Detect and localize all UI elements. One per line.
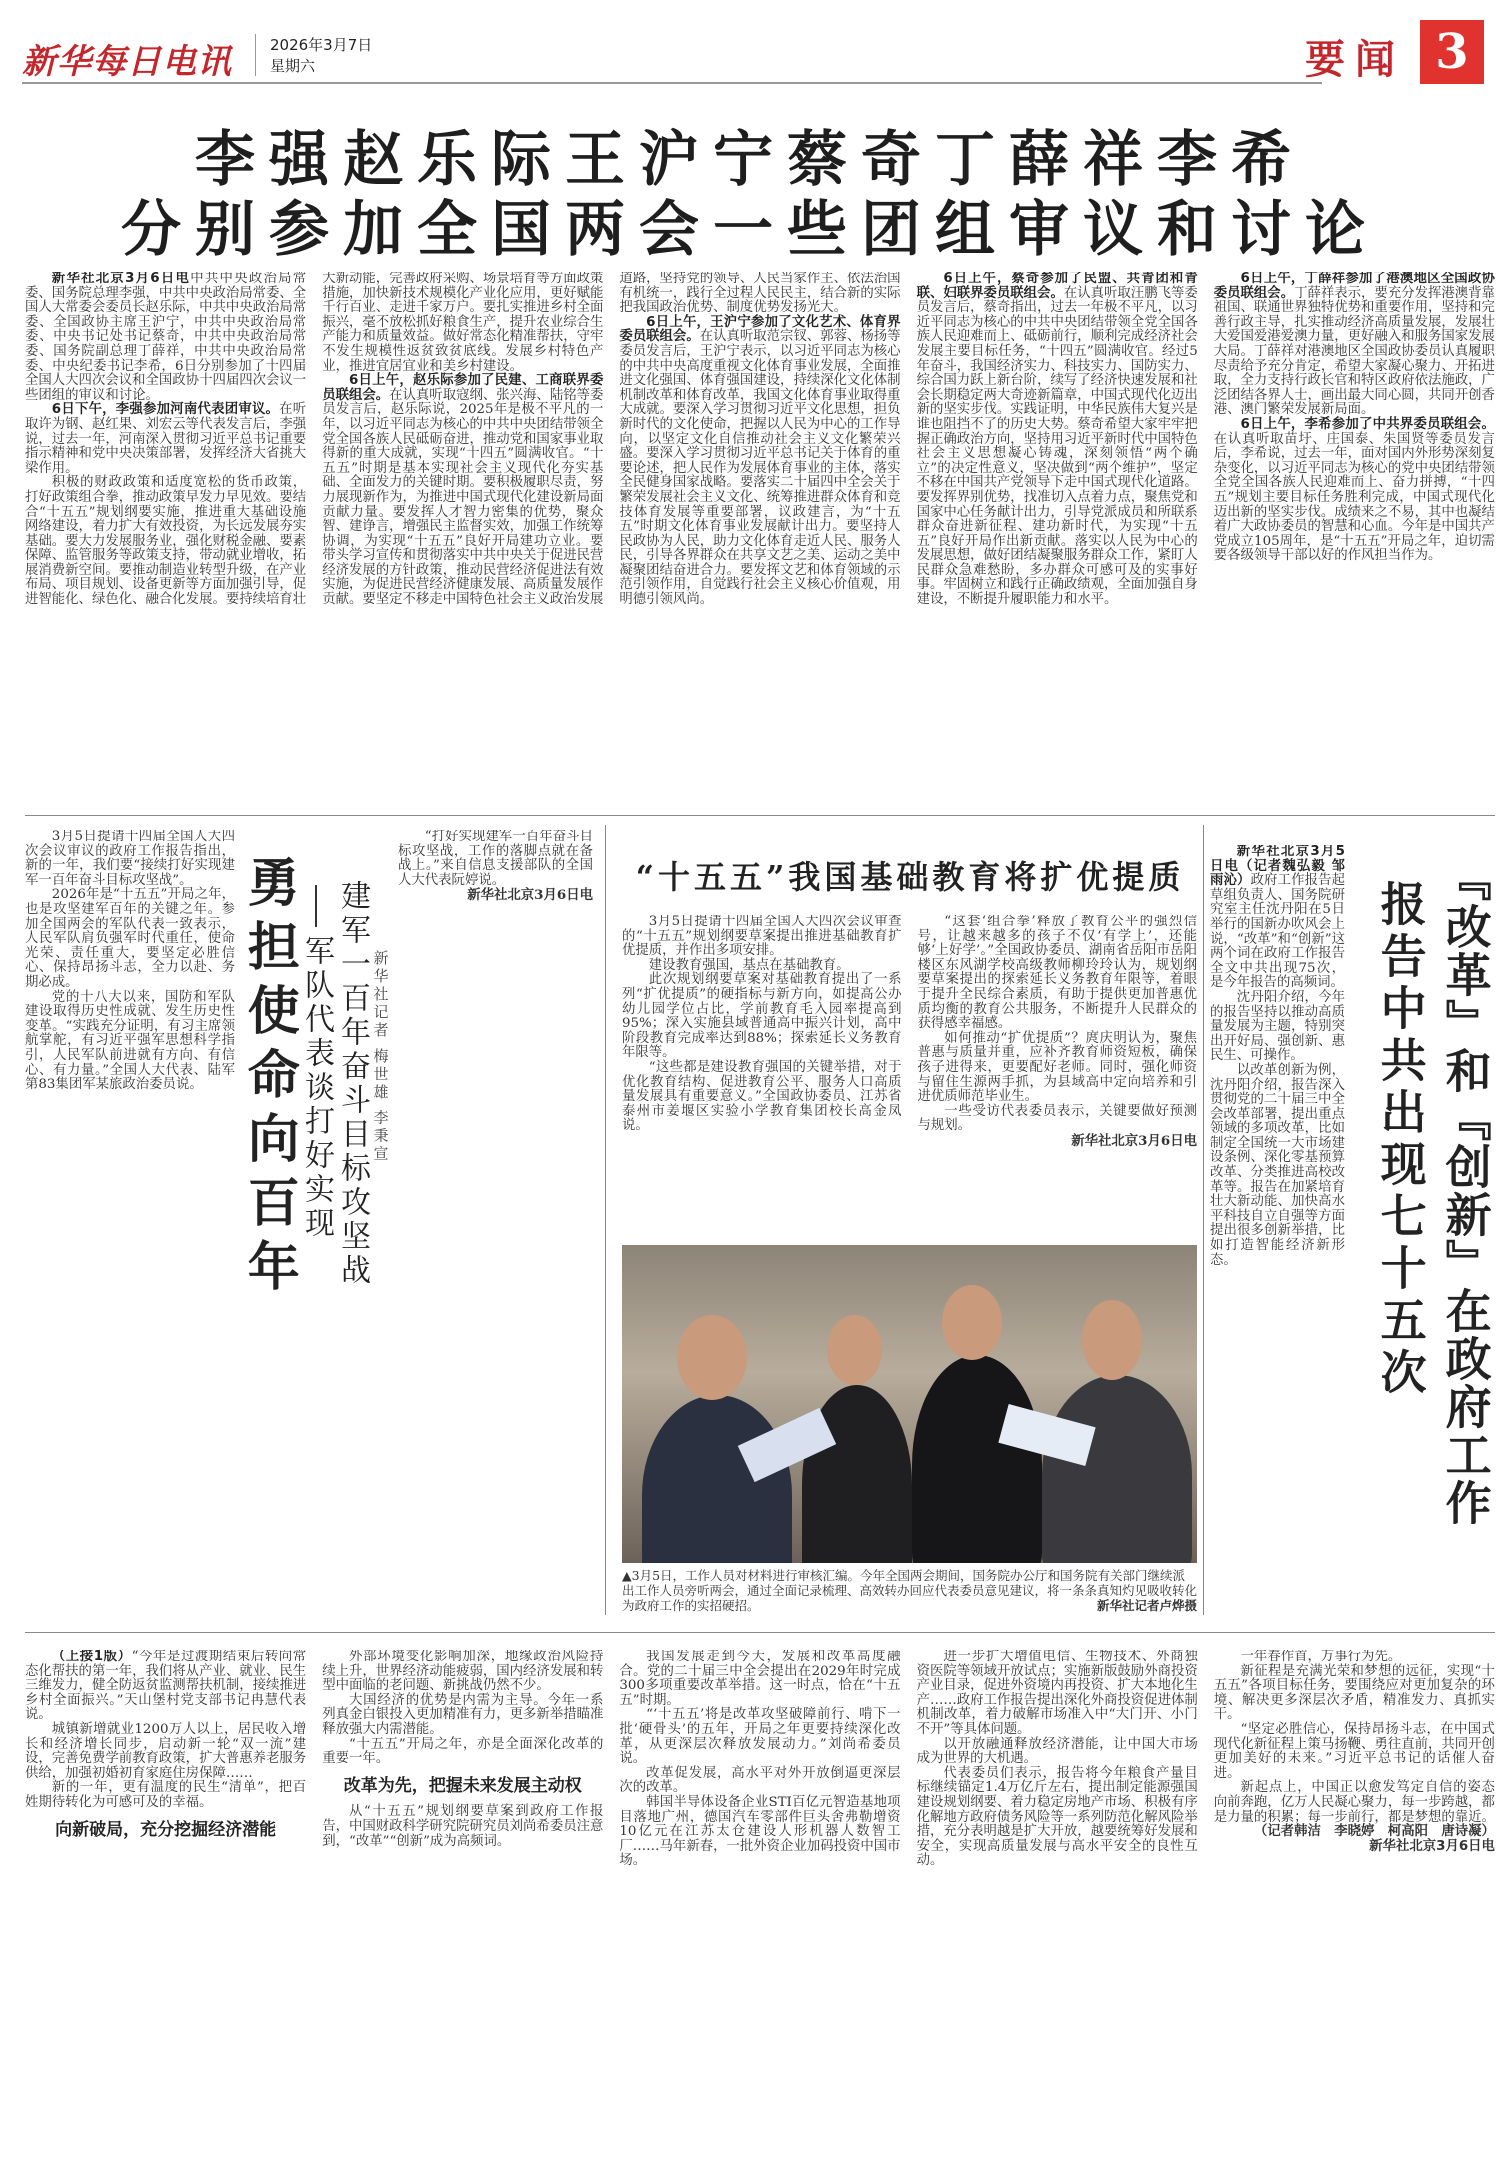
main-headline-line1: 李强赵乐际王沪宁蔡奇丁薛祥李希: [195, 125, 1305, 195]
military-article-body-left: [25, 830, 235, 1610]
paragraph-text: 改革促发展，高水平对外开放倒逼更深层次的改革。: [619, 1765, 901, 1796]
paragraph: 如何推动“扩优提质”？庹庆明认为，聚焦普惠与质量并重，应补齐教育师资短板，确保孩子进得来，更要配好老师。同时，强化师资与留住生源两手抓，为县域高中定向培养和引进优质师范毕业生。: [917, 1030, 1197, 1105]
paragraph-text: 新的一年，更有温度的民生“清单”，把百姓期待转化为可感可及的幸福。: [25, 1780, 307, 1810]
paragraph-text: “今年是过渡期结束后转向常态化帮扶的第一年，我们将从产业、就业、民生三维发力，健全防返贫监测帮扶机制，接续推进乡村全面振兴。”天山堡村党支部书记冉慧代表说。: [25, 1650, 307, 1723]
paragraph: [322, 1805, 603, 1849]
paragraph-lead: 6日上午，蔡奇参加了民盟、共青团和青联、妇联界委员联组会。: [916, 272, 1198, 301]
subheading: 向新破局，充分挖掘经济潜能: [55, 1819, 277, 1840]
photo-person: [642, 1395, 792, 1563]
paragraph-text: 在听取许为钢、赵红果、刘宏云等代表发言后，李强说，过去一年，河南深入贯彻习近平总书记重要指示精神和党中央决策部署，发挥经济大省挑大梁作用。: [25, 402, 307, 476]
main-headline-line2: 分别参加全国两会一些团组审议和讨论: [121, 195, 1379, 265]
paragraph-text: 新起点上，中国正以愈发笃定自信的姿态向前奔跑，亿万人民凝心聚力，每一步跨越，都是力量的积累；每一步前行，都是梦想的靠近。: [1213, 1780, 1495, 1825]
military-article-subtitle-1: 建军一百年奋斗目标攻坚战: [335, 880, 370, 1288]
paragraph: [1214, 1781, 1495, 1825]
paragraph-text: 韩国半导体设备企业STI百亿元智造基地项目落地广州，德国汽车零部件巨头舍弗勒增资10亿元在江苏太仓建设人形机器人数智工厂……马年新春，一批外资企业加码投资中国市场。: [619, 1794, 901, 1869]
continued-article-body: [25, 1650, 1495, 2165]
paragraph-text: 积极的财政政策和适度宽松的货币政策，打好政策组合拳，推动政策早发力早见效。要结合“十五五”规划纲要实施，推进重大基础设施网络建设，着力扩大有效投资，为长远发展夯实基础。要大力发展服务业，强化财税金融、要素保障、监管服务等政策支持，带动就业增收，拓展消费新空间。要推动制造业转型升级，在产业布局、项目规划、设备更新等方面加强引导，促进智能化、绿色化、融合化发展。要持续培育壮大新动能，完善政府采购、场景培育等方面政策措施，加快新技术规模化产业化应用，更好赋能千行百业、走进千家万户。要扎实推进乡村全面振兴，毫不放松抓好粮食生产，提升农业综合生产能力和质量效益。做好常态化精准帮扶，守牢不发生规模性返贫致贫底线。发展乡村特色产业，推进宜居宜业和美乡村建设。: [25, 272, 604, 608]
paragraph-lead: 6日下午，李强参加河南代表团审议。: [51, 402, 280, 418]
paragraph-text: 政府工作报告起草组负责人、国务院研究室主任沈丹阳在5日举行的国新办吹风会上说，“改革”和“创新”这两个词在政府工作报告全文中共出现75次，是今年报告的高频词。: [1210, 873, 1345, 991]
paragraph-text: 代表委员们表示，报告将今年粮食产量目标继续锚定1.4万亿斤左右，提出制定能源强国建设规划纲要、着力稳定房地产市场、积极有序化解地方政府债务风险等一系列防范化解风险举措，充分表明越是扩大开放，越要统筹好发展和安全，实现高质量发展与高水平安全的良性互动。: [916, 1765, 1198, 1869]
paragraph-lead: 新华社北京3月5日电（记者魏弘毅 邹雨沁）: [1210, 845, 1345, 889]
paragraph: [322, 1650, 603, 1694]
paragraph-text: “坚定必胜信心，保持昂扬斗志，在中国式现代化新征程上策马扬鞭、勇往直前，共同开创更加美好的未来。”习近平总书记的话催人奋进。: [1213, 1721, 1495, 1781]
photo-caption: [622, 1568, 1197, 1613]
section-divider: [25, 1632, 1495, 1633]
page-number: 3: [1420, 20, 1484, 84]
paragraph-lead: 6日上午，丁薛祥参加了港澳地区全国政协委员联组会。: [1213, 272, 1495, 301]
section-divider: [25, 815, 1495, 816]
paragraph: “打好实现建军一百年奋斗目标攻坚战，工作的落脚点就在备战上。”来自信息支援部队的全国人大代表阮婷说。: [398, 830, 593, 888]
paragraph: [917, 1650, 1198, 1738]
paragraph: [917, 1738, 1198, 1767]
paragraph: 一些受访代表委员表示，关键要做好预测与规划。: [917, 1103, 1197, 1134]
paragraph: [1214, 1665, 1495, 1723]
issue-date: 2026年3月7日: [270, 36, 373, 54]
paragraph: [25, 1781, 306, 1810]
masthead-rule: [22, 82, 1322, 84]
military-article-subtitle-2: 军队代表谈打好实现: [299, 935, 334, 1241]
paragraph: [619, 1708, 900, 1766]
photo-person-head: [677, 1315, 747, 1400]
news-photo: [622, 1245, 1197, 1563]
military-article-byline: 新华社记者 梅世雄 李秉宣: [371, 950, 390, 1164]
reform-article-title-2: 报告中共出现七十五次: [1373, 880, 1428, 1400]
paragraph-text: 进一步扩大增值电信、生物技术、外商独资医院等领域开放试点；实施新版鼓励外商投资产业目录，促进外资境内再投资、扩大本地化生产……政府工作报告提出深化外商投资促进体制机制改革，着力破解市场准入中“大门开、小门不开”等具体问题。: [916, 1650, 1198, 1737]
military-article-body-right: [398, 830, 593, 1610]
paragraph-text: 大国经济的优势是内需为主导。今年一系列真金白银投入更加精准有力，更多新举措瞄准释放强大内需潜能。: [322, 1692, 604, 1737]
paragraph-text: 中共中央政治局常委、国务院总理李强，中共中央政治局常委、全国人大常委会委员长赵乐际，中共中央政治局常委、全国政协主席王沪宁，中共中央政治局常委、中央书记处书记蔡奇，中共中央政治局常委、国务院副总理丁薛祥，中共中央政治局常委、中央纪委书记李希，6日分别参加了十四届全国人大四次会议和全国政协十四届四次会议一些团组的审议和讨论。: [25, 272, 307, 403]
photo-person-head: [942, 1285, 1002, 1360]
subheading: 改革为先，把握未来发展主动权: [343, 1775, 582, 1796]
paragraph-text: 以开放融通释放经济潜能，让中国大市场成为世界的大机遇。: [916, 1736, 1198, 1767]
photo-person: [1042, 1375, 1192, 1563]
paragraph: [322, 1738, 603, 1767]
reform-article-body: [1210, 845, 1345, 1615]
paragraph: [619, 1767, 900, 1796]
paragraph: [917, 272, 1198, 608]
paragraph-text: “十五五”开局之年，亦是全面深化改革的重要一年。: [322, 1736, 604, 1767]
paragraph-text: 在认真听取范宗钗、郭蓉、杨扬等委员发言后，王沪宁表示，以习近平同志为核心的中共中央高度重视文化体育事业发展，全面推进文化强国、体育强国建设，持续深化文化体制机制改革和体育改革，我国文化体育事业取得重大成就。要深入学习贯彻习近平文化思想，担负新时代的文化使命，把握以人民为中心的工作导向，以坚定文化自信推动社会主义文化繁荣兴盛。要深入学习贯彻习近平总书记关于体育的重要论述，把人民作为发展体育事业的主体，落实全民健身国家战略。要落实二十届四中全会关于繁荣发展社会主义文化、统筹推进群众体育和竞技体育发展等重要部署，议政建言，为“十五五”时期文化体育事业发展献计出力。要坚持人民政协为人民，助力文化体育走近人民、服务人民，引导各界群众在共享文艺之美、运动之美中凝聚团结奋进合力。要发挥文艺和体育领域的示范引领作用，自觉践行社会主义核心价值观，用明德引领风尚。: [619, 329, 901, 608]
photo-person-head: [1082, 1300, 1142, 1380]
paragraph: 3月5日提请十四届全国人大四次会议审议的政府工作报告指出，新的一年，我们要“接续打好实现建军一百年奋斗目标攻坚战”。: [25, 830, 235, 888]
paragraph: 建设教育强国，基点在基础教育。: [648, 957, 850, 973]
paragraph-lead: 6日上午，赵乐际参加了民建、工商联界委员联组会。: [322, 373, 604, 403]
paragraph-lead: 新华社北京3月6日电: [51, 272, 191, 286]
paragraph: “这些都是建设教育强国的关键举措，对于优化教育结构、促进教育公平、服务人口高质量发展具有重要意义。”全国政协委员、江苏省泰州市姜堰区实验小学教育集团校长高金凤说。: [622, 1059, 902, 1134]
paragraph: “这套‘组合拳’释放了教育公平的强烈信号，让越来越多的孩子不仅‘有学上’，还能够‘上好学’。”全国政协委员、湖南省岳阳市岳阳楼区东风湖学校高级教师柳玲玲认为，规划纲要草案提出的探索延长义务教育年限等，着眼于提升全民综合素质，有助于提供更加普惠优质均衡的教育公共服务，不断提升人民群众的获得感幸福感。: [917, 915, 1197, 1032]
reform-article-title-1: 『改革』和『创新』在政府工作: [1438, 855, 1493, 1527]
paragraph-text: 沈丹阳介绍，今年的报告坚持以推动高质量发展为主题，特别突出开好局、强创新、惠民生、可操作。: [1210, 989, 1345, 1064]
paragraph-lead: （上接1版）: [51, 1650, 132, 1664]
education-article-body: [622, 915, 1197, 1245]
paragraph-text: 一年春作首，万事行为先。: [1240, 1650, 1402, 1664]
issue-date-block: [270, 35, 372, 77]
paragraph: 3月5日提请十四届全国人大四次会议审查的“十五五”规划纲要草案提出推进基础教育扩优提质，并作出多项安排。: [622, 915, 902, 959]
column-divider: [1203, 825, 1204, 1615]
paragraph: [322, 1694, 603, 1738]
paragraph: [1214, 418, 1495, 564]
paragraph: 2026年是“十五五”开局之年，也是攻坚建军百年的关键之年。参加全国两会的军队代表一致表示，人民军队肩负强军时代重任，使命光荣、责任重大，要坚定必胜信心、保持昂扬斗志，全力以赴、务期必成。: [25, 887, 235, 990]
paragraph: 此次规划纲要草案对基础教育提出了一系列“扩优提质”的硬指标与新方向，如提高公办幼儿园学位占比，学前教育毛入园率提高到95%；深入实施县域普通高中振兴计划，高中阶段教育完成率达到88%；探索延长义务教育年限等。: [622, 972, 902, 1061]
paragraph-text: 城镇新增就业1200万人以上，居民收入增长和经济增长同步，启动新一轮“双一流”建设，完善免费学前教育政策，扩大普惠养老服务供给，加强初婚初育家庭住房保障……: [25, 1721, 307, 1781]
paragraph: [25, 272, 306, 403]
paragraph: [1210, 1064, 1345, 1268]
paragraph: [1214, 272, 1495, 418]
dateline: 新华社北京3月6日电: [467, 887, 593, 904]
photo-credit: 新华社记者卢烨摄: [1096, 1598, 1197, 1613]
paragraph: [1210, 991, 1345, 1064]
paragraph-lead: 6日上午，李希参加了中共界委员联组会。: [1240, 416, 1495, 432]
lead-article-body: [25, 272, 1495, 802]
signature: （记者韩洁 李晓婷 柯高阳 唐诗凝）: [1253, 1824, 1495, 1840]
dateline: 新华社北京3月6日电: [1071, 1132, 1197, 1149]
paragraph-text: 从“十五五”规划纲要草案到政府工作报告，中国财政科学研究院研究员刘尚希委员注意到，“改革”“创新”成为高频词。: [322, 1804, 604, 1849]
paragraph-text: 在认真听取汪鹏飞等委员发言后，蔡奇指出，过去一年极不平凡，以习近平同志为核心的中共中央团结带领全党全国各族人民迎难而上、砥砺前行，顺利完成经济社会发展主要目标任务，“十四五”圆满收官。经过5年奋斗，我国经济实力、科技实力、国防实力、综合国力跃上新台阶，续写了经济快速发展和社会长期稳定两大奇迹新篇章，中国式现代化迈出新的坚实步伐。实践证明，中华民族伟大复兴是谁也阻挡不了的历史大势。蔡奇希望大家牢牢把握正确政治方向，坚持用习近平新时代中国特色社会主义思想凝心铸魂，深刻领悟“两个确立”的决定性意义，坚决做到“两个维护”，坚定不移在中国共产党领导下走中国式现代化道路。要发挥界别优势，找准切入点着力点，聚焦党和国家中心任务献计出力，引导党派成员和所联系群众奋进新征程、建功新时代，为实现“十五五”良好开局作出新贡献。落实以人民为中心的发展思想，做好团结凝聚服务群众工作，紧盯人民群众急难愁盼，多办群众可感可及的实事好事。牢固树立和践行正确政绩观，全面加强自身建设，不断提升履职能力和水平。: [916, 285, 1198, 608]
photo-person: [912, 1355, 1042, 1563]
paragraph-text: “‘十五五’将是改革攻坚破障前行、啃下一批‘硬骨头’的五年，开局之年更要持续深化改革，从更深层次释放发展动力。”刘尚希委员说。: [619, 1707, 901, 1767]
paragraph: [25, 403, 306, 476]
photo-caption-text: ▲3月5日，工作人员对材料进行审核汇编。今年全国两会期间，国务院办公厅和国务院有关部门继续派出工作人员旁听两会，通过全面记录梳理、高效转办回应代表委员意见建议，将一条条真知灼见吸收转化为政府工作的实招硬招。: [622, 1568, 1198, 1613]
issue-weekday: 星期六: [270, 57, 316, 75]
subtitle-dash: [315, 885, 317, 927]
paragraph: [619, 316, 900, 608]
paragraph-text: 外部环境变化影响加深，地缘政治风险持续上升，世界经济动能疲弱，国内经济发展和转型中面临的老问题、新挑战仍然不少。: [322, 1650, 604, 1694]
paragraph: [1214, 1723, 1495, 1781]
paragraph: [25, 1650, 306, 1723]
paragraph: [917, 1767, 1198, 1869]
paragraph-text: 在认真听取苗圩、庄国泰、朱国贤等委员发言后，李希说，过去一年，面对国内外形势深刻复杂变化，以习近平同志为核心的党中央团结带领全党全国各族人民迎难而上、奋力拼搏，“十四五”规划主要目标任务胜利完成，中国式现代化迈出新的坚实步伐。成绩来之不易，其中也凝结着广大政协委员的智慧和心血。今年是中国共产党成立105周年，是“十五五”开局之年，迫切需要各级领导干部以好的作风担当作为。: [1213, 431, 1495, 564]
paragraph: [1210, 845, 1345, 991]
masthead-divider: [255, 34, 256, 76]
paragraph-text: 以改革创新为例，沈丹阳介绍，报告深入贯彻党的二十届三中全会改革部署，提出重点领域的多项改革，比如制定全国统一大市场建设条例、深化零基预算改革、分类推进高校改革等。报告在加紧培育壮大新动能、加快高水平科技自立自强等方面提出很多创新举措，比如打造智能经济新形态。: [1210, 1062, 1345, 1268]
paragraph-text: 新征程是充满光荣和梦想的远征，实现“十五五”各项目标任务，要围绕应对更加复杂的环境、解决更多深层次矛盾，精准发力、真抓实干。: [1213, 1663, 1495, 1723]
paragraph-text: 丁薛祥表示，要充分发挥港澳背靠祖国、联通世界独特优势和重要作用，坚持和完善行政主导，扎实推动经济高质量发展，发展壮大爱国爱港爱澳力量，更好融入和服务国家发展大局。丁薛祥对港澳地区全国政协委员认真履职尽责给予充分肯定，希望大家凝心聚力、开拓进取，全力支持行政长官和特区政府依法施政，广泛团结各界人士，画出最大同心圆，共同开创香港、澳门繁荣发展新局面。: [1213, 285, 1495, 418]
paragraph: 党的十八大以来，国防和军队建设取得历史性成就、发生历史性变革。“实践充分证明，有习主席领航掌舵，有习近平强军思想科学指引，人民军队前进就有方向、有信心、有力量。”全国人大代表、陆军第83集团军某旅政治委员说。: [25, 989, 235, 1093]
education-article-title: “十五五”我国基础教育将扩优提质: [635, 858, 1185, 896]
military-article-title: 勇担使命向百年: [238, 855, 300, 1303]
paragraph: [619, 1796, 900, 1869]
paragraph: [1214, 1650, 1495, 1665]
paragraph: [25, 1723, 306, 1781]
paragraph-lead: 6日上午，王沪宁参加了文化艺术、体育界委员联组会。: [619, 314, 901, 345]
signature: 新华社北京3月6日电: [1369, 1838, 1495, 1854]
paragraph: [619, 1650, 900, 1708]
paragraph-text: 我国发展走到今天，发展和改革高度融合。党的二十届三中全会提出在2029年时完成300多项重要改革举措。这一时点，恰在“十五五”时期。: [619, 1650, 901, 1708]
paragraph-text: 在认真听取寇纲、张兴海、陆铭等委员发言后，赵乐际说，2025年是极不平凡的一年，以习近平同志为核心的中共中央团结带领全党全国各族人民砥砺奋进，推动党和国家事业取得新的重大成就，实现“十四五”圆满收官。“十五五”时期是基本实现社会主义现代化夯实基础、全面发力的关键时期。要积极履职尽责，努力展现新作为，为推进中国式现代化建设新局面贡献力量。要发挥人才智力密集的优势，聚众智、建诤言，增强民主监督实效，加强工作统筹协调，为实现“十五五”良好开局建功立业。要带头学习宣传和贯彻落实中共中央关于促进民营经济发展的方针政策，推动民营经济促进法有效实施，为促进民营经济健康发展、高质量发展作贡献。要坚定不移走中国特色社会主义政治发展道路，坚持党的领导、人民当家作主、依法治国有机统一，践行全过程人民民主，结合新的实际把我国政治优势、制度优势发扬光大。: [322, 272, 901, 608]
section-name: 要闻: [1305, 36, 1405, 83]
newspaper-logo: 新华每日电讯: [22, 42, 232, 82]
photo-person-head: [827, 1315, 882, 1385]
column-divider: [605, 825, 606, 1615]
